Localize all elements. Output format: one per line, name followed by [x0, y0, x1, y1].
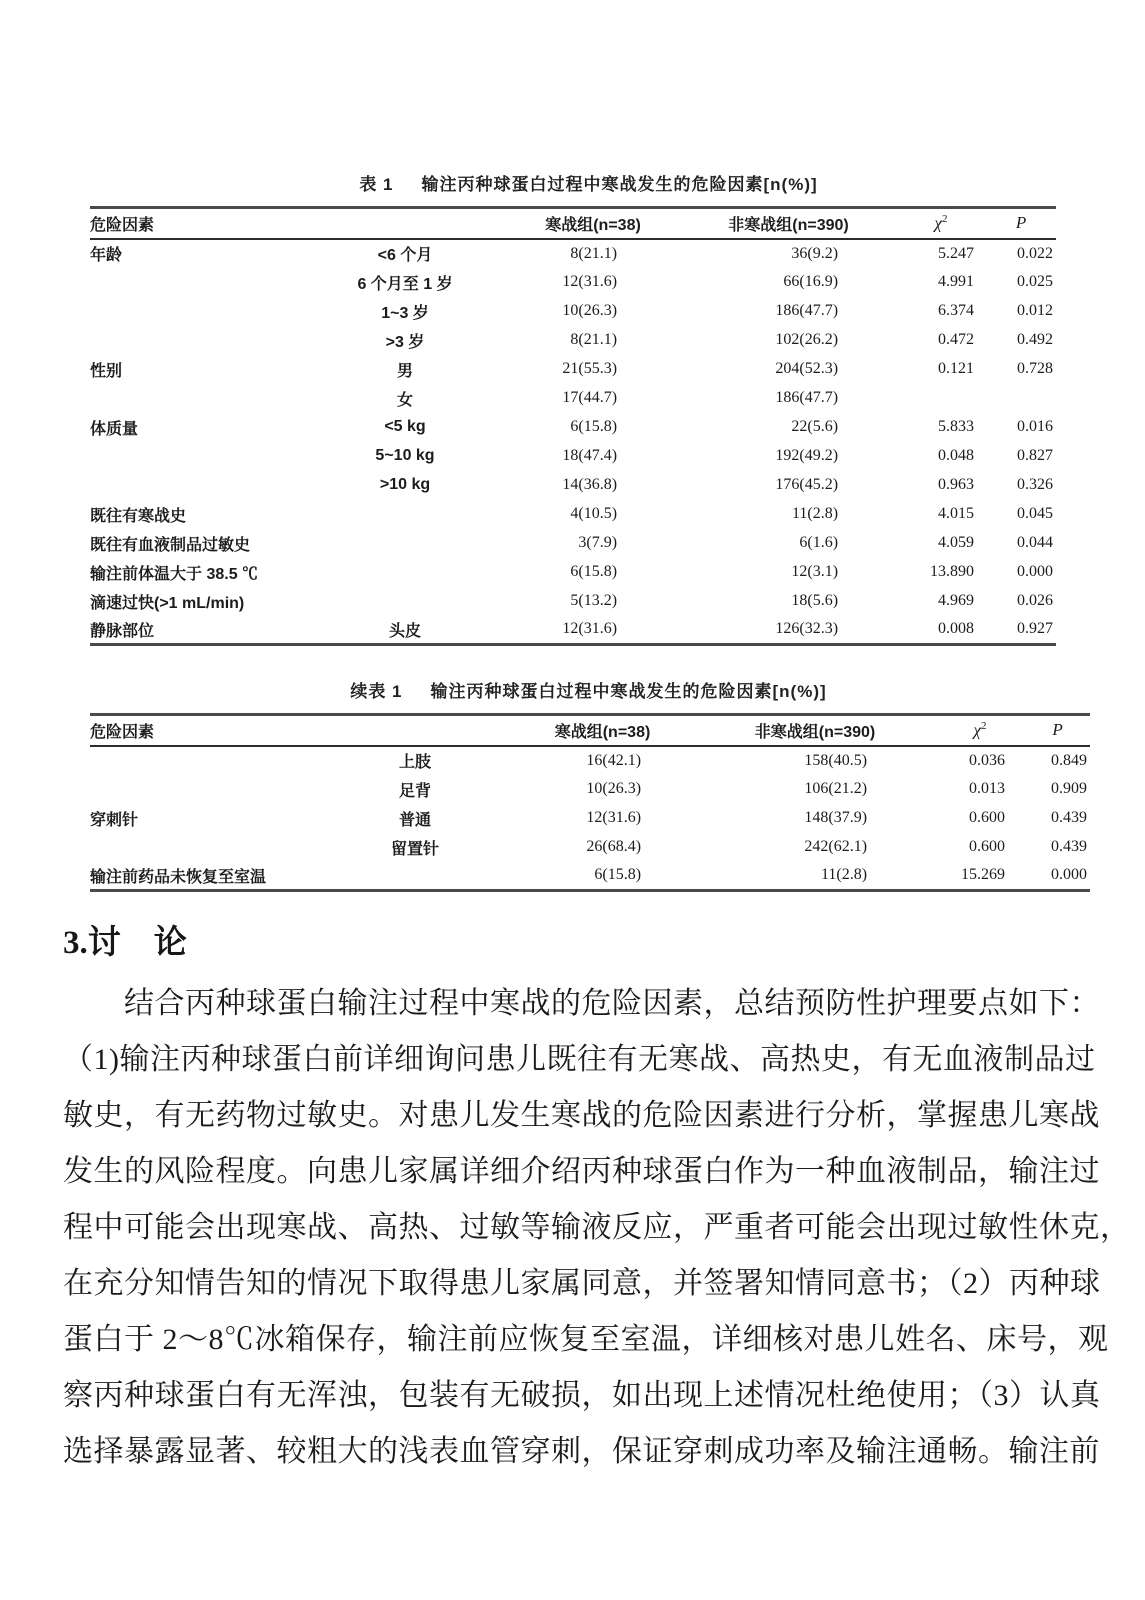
- chi-symbol: χ: [973, 720, 981, 740]
- cell-g2: 126(32.3): [775, 620, 839, 638]
- cell-g1: 6(15.8): [594, 866, 642, 884]
- cell-factor: 静脉部位: [90, 622, 155, 640]
- cell-g1: 10(26.3): [586, 780, 642, 797]
- table1: [90, 206, 1056, 646]
- table-row: [90, 587, 1056, 616]
- cell-factor: 既往有寒战史: [90, 507, 187, 525]
- cell-factor: [90, 775, 320, 804]
- cell-chi: 6.374: [938, 302, 975, 319]
- cell-g2: 186(47.7): [775, 302, 839, 319]
- cell-g1: 6(15.8): [570, 418, 618, 435]
- body-line: 选择暴露显著、较粗大的浅表血管穿刺，保证穿刺成功率及输注通畅。输注前: [63, 1435, 1100, 1468]
- table2: [90, 713, 1090, 892]
- table-row: [90, 413, 1056, 442]
- cell-g1: 16(42.1): [586, 751, 642, 769]
- cell-g2: 12(3.1): [791, 563, 839, 580]
- cell-category: 足背: [399, 782, 432, 800]
- cell-chi: 15.269: [961, 866, 1006, 884]
- table2-caption-label: 续表 1: [350, 682, 403, 701]
- header-chi-square: [935, 715, 1025, 746]
- discussion-heading: 3.讨 论: [63, 925, 187, 961]
- cell-g1: 21(55.3): [562, 360, 618, 377]
- cell-p: 0.326: [1017, 476, 1054, 493]
- cell-chi: 0.008: [938, 620, 975, 638]
- cell-g1: 3(7.9): [578, 534, 618, 551]
- table-row: [90, 775, 1090, 804]
- body-line: 结合丙种球蛋白输注过程中寒战的危险因素，总结预防性护理要点如下：: [124, 987, 1100, 1020]
- table-row: [90, 616, 1056, 645]
- header-p-value: P: [1052, 720, 1063, 740]
- cell-g1: 14(36.8): [562, 476, 618, 493]
- table-row: [90, 746, 1090, 775]
- cell-g2: 11(2.8): [791, 505, 839, 522]
- table-row: [90, 833, 1090, 862]
- cell-chi: 5.833: [938, 418, 975, 435]
- cell-factor: 年龄: [90, 247, 123, 264]
- cell-p: 0.492: [1017, 331, 1054, 348]
- cell-g2: 18(5.6): [791, 592, 839, 609]
- cell-g2: 148(37.9): [804, 809, 868, 826]
- cell-g1: 12(31.6): [586, 809, 642, 826]
- cell-p: 0.909: [1051, 780, 1088, 797]
- cell-g2: 36(9.2): [791, 244, 839, 262]
- cell-g2: 66(16.9): [783, 273, 839, 290]
- cell-category: [320, 862, 510, 891]
- body-line: 察丙种球蛋白有无浑浊，包装有无破损，如出现上述情况杜绝使用；（3）认真: [63, 1379, 1101, 1412]
- cell-category: <6 个月: [377, 247, 433, 264]
- cell-factor: 输注前体温大于 38.5 ℃: [90, 565, 259, 583]
- cell-p: 0.044: [1017, 534, 1054, 551]
- cell-factor: [90, 384, 305, 413]
- cell-factor: 既往有血液制品过敏史: [90, 536, 251, 554]
- table2-header-row: [90, 715, 1090, 746]
- cell-g2: 242(62.1): [804, 838, 868, 855]
- table-row: [90, 804, 1090, 833]
- cell-factor: 穿刺针: [90, 811, 139, 829]
- cell-category: 普通: [399, 811, 432, 829]
- cell-factor: [90, 442, 305, 471]
- cell-g2: 158(40.5): [804, 751, 868, 769]
- cell-chi: 4.059: [938, 534, 975, 551]
- cell-g1: 12(31.6): [562, 273, 618, 290]
- table-row: [90, 326, 1056, 355]
- cell-chi: 0.121: [938, 360, 975, 377]
- chi-symbol: χ: [934, 213, 942, 233]
- table1-header-row: [90, 208, 1056, 239]
- body-line: 程中可能会出现寒战、高热、过敏等输液反应，严重者可能会出现过敏性休克，: [63, 1211, 1131, 1244]
- cell-factor: [90, 471, 305, 500]
- cell-p: 0.045: [1017, 505, 1054, 522]
- cell-g2: 11(2.8): [820, 866, 868, 884]
- cell-category: 男: [397, 362, 414, 380]
- cell-category: >3 岁: [385, 333, 425, 351]
- cell-category: 留置针: [391, 840, 440, 858]
- header-nonchill-group: 非寒战组(n=390): [754, 723, 876, 741]
- cell-p: 0.439: [1051, 838, 1088, 855]
- table2-block: [90, 677, 1087, 892]
- cell-chi: 4.969: [938, 592, 975, 609]
- cell-p: 0.000: [1051, 866, 1088, 884]
- cell-chi: 13.890: [930, 563, 975, 580]
- cell-factor: [90, 297, 305, 326]
- cell-factor: [90, 746, 320, 775]
- cell-g1: 8(21.1): [570, 331, 618, 348]
- header-risk-factor: 危险因素: [90, 216, 155, 234]
- header-chill-group: 寒战组(n=38): [554, 723, 651, 741]
- cell-g2: 204(52.3): [775, 360, 839, 377]
- cell-p: 0.022: [1017, 244, 1054, 262]
- cell-g2: 6(1.6): [799, 534, 839, 551]
- table1-body: [90, 239, 1056, 645]
- body-line: 在充分知情告知的情况下取得患儿家属同意，并签署知情同意书；（2）丙种球: [63, 1267, 1101, 1300]
- cell-category: 头皮: [389, 622, 422, 640]
- cell-p: 0.927: [1017, 620, 1054, 638]
- cell-g1: 17(44.7): [562, 389, 618, 406]
- cell-p: [986, 384, 1056, 413]
- cell-category: <5 kg: [384, 418, 426, 435]
- header-p-value: P: [1015, 213, 1027, 233]
- table-row: [90, 529, 1056, 558]
- table-row: [90, 471, 1056, 500]
- cell-category: [305, 500, 505, 529]
- cell-g2: 102(26.2): [775, 331, 839, 348]
- table1-caption: [90, 170, 1087, 195]
- cell-category: 上肢: [399, 754, 432, 771]
- table-row: [90, 500, 1056, 529]
- cell-g1: 18(47.4): [562, 447, 618, 464]
- cell-category: >10 kg: [379, 476, 431, 493]
- cell-p: 0.728: [1017, 360, 1054, 377]
- cell-chi: 0.013: [969, 780, 1006, 797]
- body-line: 蛋白于 2～8℃冰箱保存，输注前应恢复至室温，详细核对患儿姓名、床号，观: [63, 1323, 1109, 1356]
- cell-g2: 106(21.2): [804, 780, 868, 797]
- table2-body: [90, 746, 1090, 891]
- chi-superscript: 2: [942, 212, 948, 225]
- cell-chi: 5.247: [938, 244, 975, 262]
- cell-g2: 22(5.6): [791, 418, 839, 435]
- cell-category: [305, 587, 505, 616]
- table-row: [90, 268, 1056, 297]
- table2-caption-title: 输注丙种球蛋白过程中寒战发生的危险因素[n(%)]: [430, 682, 827, 701]
- cell-category: 女: [397, 391, 414, 409]
- body-line: （1)输注丙种球蛋白前详细询问患儿既往有无寒战、高热史，有无血液制品过: [63, 1043, 1096, 1076]
- cell-chi: 0.472: [938, 331, 975, 348]
- cell-chi: 4.015: [938, 505, 975, 522]
- header-risk-factor: 危险因素: [90, 723, 155, 741]
- table-row: [90, 297, 1056, 326]
- header-chi-square: [896, 208, 986, 239]
- table-row: [90, 558, 1056, 587]
- cell-factor: 性别: [90, 362, 123, 380]
- table-row: [90, 384, 1056, 413]
- cell-p: 0.827: [1017, 447, 1054, 464]
- cell-chi: 0.600: [969, 809, 1006, 826]
- cell-p: 0.000: [1017, 563, 1054, 580]
- cell-p: 0.016: [1017, 418, 1054, 435]
- cell-g2: 186(47.7): [775, 389, 839, 406]
- cell-p: 0.012: [1017, 302, 1054, 319]
- cell-factor: [90, 833, 320, 862]
- cell-chi: 0.963: [938, 476, 975, 493]
- cell-g1: 6(15.8): [570, 563, 618, 580]
- cell-factor: 输注前药品未恢复至室温: [90, 868, 267, 886]
- header-nonchill-group: 非寒战组(n=390): [728, 216, 849, 234]
- table-row: [90, 862, 1090, 891]
- cell-g1: 5(13.2): [570, 592, 618, 609]
- table1-caption-title: 输注丙种球蛋白过程中寒战发生的危险因素[n(%)]: [421, 175, 818, 194]
- cell-category: 5~10 kg: [375, 447, 435, 464]
- cell-g1: 26(68.4): [586, 838, 642, 855]
- page-content: [63, 0, 1131, 1480]
- table1-caption-label: 表 1: [359, 175, 394, 194]
- cell-factor: [90, 326, 305, 355]
- cell-p: 0.439: [1051, 809, 1088, 826]
- cell-category: 1~3 岁: [381, 304, 429, 322]
- cell-g1: 8(21.1): [570, 244, 618, 262]
- cell-chi: [896, 384, 986, 413]
- cell-g2: 192(49.2): [775, 447, 839, 464]
- body-line: 敏史，有无药物过敏史。对患儿发生寒战的危险因素进行分析，掌握患儿寒战: [63, 1099, 1100, 1132]
- chi-superscript: 2: [981, 719, 987, 732]
- table-row: [90, 355, 1056, 384]
- cell-category: [305, 558, 505, 587]
- cell-factor: 滴速过快(>1 mL/min): [90, 594, 245, 612]
- table-row: [90, 239, 1056, 268]
- cell-factor: [90, 268, 305, 297]
- cell-g1: 12(31.6): [562, 620, 618, 638]
- cell-p: 0.849: [1051, 751, 1088, 769]
- cell-p: 0.025: [1017, 273, 1054, 290]
- table-row: [90, 442, 1056, 471]
- cell-p: 0.026: [1017, 592, 1054, 609]
- cell-g1: 4(10.5): [570, 505, 618, 522]
- cell-chi: 0.600: [969, 838, 1006, 855]
- cell-chi: 0.036: [969, 751, 1006, 769]
- header-chill-group: 寒战组(n=38): [545, 216, 641, 234]
- cell-chi: 4.991: [938, 273, 975, 290]
- table2-caption: [90, 677, 1087, 702]
- cell-factor: 体质量: [90, 420, 139, 438]
- discussion-paragraphs: [63, 976, 1131, 1480]
- table1-block: [90, 170, 1087, 646]
- cell-category: [305, 529, 505, 558]
- cell-g1: 10(26.3): [562, 302, 618, 319]
- cell-category: 6 个月至 1 岁: [357, 275, 453, 293]
- body-line: 发生的风险程度。向患儿家属详细介绍丙种球蛋白作为一种血液制品，输注过: [63, 1155, 1100, 1188]
- cell-chi: 0.048: [938, 447, 975, 464]
- cell-g2: 176(45.2): [775, 476, 839, 493]
